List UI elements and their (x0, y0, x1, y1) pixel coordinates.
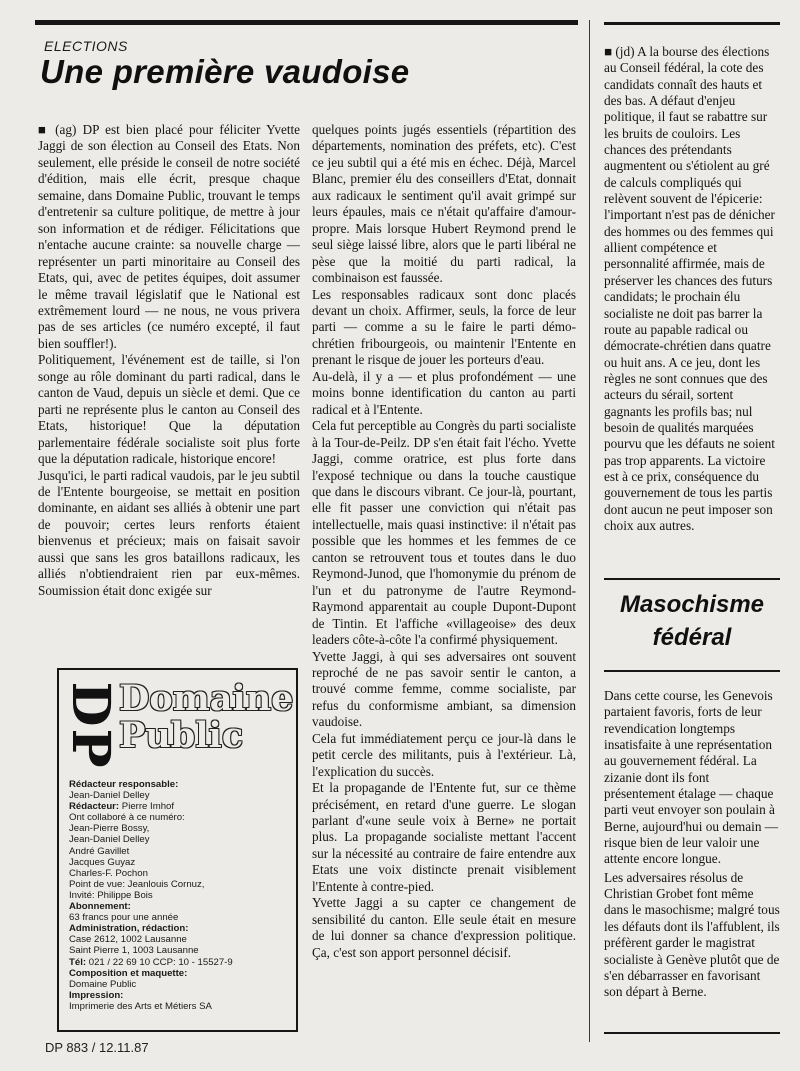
top-rule-sidebar (604, 22, 780, 25)
masthead-box (57, 668, 298, 1032)
section-kicker: ELECTIONS (44, 38, 128, 54)
dp-logo-letter-p: P (60, 728, 122, 768)
top-rule-main (35, 20, 578, 25)
article-paragraph: Politiquement, l'événement est de taille, si l'on songe au rôle dominant du parti radical, dans le canton de Vaud, depuis un siècle et demi. Que ce parti ne représente plus le canton au Conseil des Etats, historique! Que la députation parlementaire fédérale socialiste soit plus forte que la députation radicale, historique encore! (38, 352, 300, 467)
imprint-line: Rédacteur responsable: (69, 779, 179, 790)
sidebar-bottom-rule (604, 1032, 780, 1034)
imprint-line: Jean-Pierre Bossy, (69, 823, 150, 835)
article-paragraph: Yvette Jaggi a su capter ce changement de sensibilité du canton. Elle seule était en mesure de lui donner sa chance d'expression politique. Ça, c'est son apport personnel décisif. (312, 895, 576, 960)
article-paragraph: Au-delà, il y a — et plus profondément — une moins bonne identification du canton au parti radical et à l'Entente. (312, 368, 576, 417)
imprint-line: André Gavillet (69, 845, 130, 857)
dp-logo-word-domaine: Domaine (119, 678, 294, 719)
article-paragraph: ■ (ag) DP est bien placé pour féliciter Yvette Jaggi de son élection au Conseil des Etats. Non seulement, elle préside le conseil de notre société d'édition, mais elle écrit, presque chaque semaine, dans Domaine Public, trouvant le temps d'entretenir sa culture politique, de mettre à jour son information et de rédiger. Félicitations que n'entache aucune crainte: sa nouvelle charge — représenter un parti minoritaire au Conseil des Etats, qui, avec de petites équipes, doit assumer le même travail législatif que le National est extrêmement lourd — ne nous, ne vous privera pas de ses articles (ce numéro excepté, il faut bien souffler!). (38, 122, 300, 351)
imprint-line: Jacques Guyaz (69, 856, 136, 868)
imprint-line: Jean-Daniel Delley (69, 834, 150, 846)
dp-logo (60, 678, 294, 770)
article-headline: Une première vaudoise (40, 53, 410, 90)
sidebar-body (604, 688, 781, 1003)
imprint-line: Saint Pierre 1, 1003 Lausanne (69, 945, 199, 957)
imprint-credits (69, 779, 286, 1012)
dp-logo-letter-d: D (60, 681, 122, 727)
imprint-line: Abonnement: (69, 901, 131, 913)
sidebar-paragraph: Les adversaires résolus de Christian Grobet font même dans le masochisme; malgré tous les défauts dont ils l'affublent, ils préfèrent garder le magistrat socialiste à Genève plutôt que de s'en débarrasser en favorisant son départ à Berne. (604, 869, 780, 1000)
sidebar-heading-top-rule (604, 578, 780, 580)
article-paragraph: Les responsables radicaux sont donc placés devant un choix. Affirmer, seuls, la force de leur parti — comme a su le faire le parti démo-chrétien fribourgeois, ou maintenir l'Entente en prenant le risque de jouer les porteurs d'eau. (312, 286, 576, 368)
article-column-1 (38, 122, 300, 599)
imprint-line: Charles-F. Pochon (69, 867, 148, 879)
sidebar-heading-line2: fédéral (652, 624, 732, 651)
sidebar-paragraph: Dans cette course, les Genevois partaient favoris, forts de leur revendication longtemps insatisfaite à une représentation au gouvernement fédéral. La zizanie dont ils font présentement étalage — chaque parti veut envoyer son poulain à Berne, aujourd'hui ou demain — risque bien de leur valoir une attente encore longue. (604, 688, 779, 867)
article-column-2 (312, 122, 576, 961)
imprint-line: Point de vue: Jeanlouis Cornuz, (69, 878, 205, 890)
sidebar-heading-bottom-rule (604, 670, 780, 672)
article-paragraph: Yvette Jaggi, à qui ses adversaires ont souvent reproché de ne pas savoir sentir le canton, a trouvé comme femme, comme socialiste, par refus du conformisme ambiant, sa dimension vaudoise. (312, 648, 576, 730)
imprint-line: Administration, rédaction: (69, 923, 189, 935)
imprint-line: Ont collaboré à ce numéro: (69, 812, 185, 824)
sidebar-paragraph: ■ (jd) A la bourse des élections au Conseil fédéral, la cote des candidats connaît des hauts et des bas. A défaut d'enjeu politique, il faut se rabattre sur les bruits de couloirs. Les chances des prétendants augmentent ou s'étiolent au gré de calculs compliqués qui relèvent souvent de l'épicerie: l'important n'est pas de dénicher des hommes ou des femmes qui allient compétence et personnalité affirmée, mais de préserver les chances des futurs candidats; le prochain élu socialiste ne doit pas barrer la route au papable radical ou démocrate-chrétien dans quatre ou huit ans. A ce jeu, dont les règles ne sont connues que des acteurs du sérail, sortent gagnants les profils bas; nul besoin de qualités marquées pourvu que les défauts ne soient pas trop apparents. La victoire est à ce prix, conséquence du gouvernement de tous les partis dont aucun ne peut imposer son choix aux autres. (604, 44, 775, 533)
issue-footer: DP 883 / 12.11.87 (45, 1040, 149, 1055)
article-paragraph: Cela fut perceptible au Congrès du parti socialiste à la Tour-de-Peilz. DP s'en était fait l'écho. Yvette Jaggi, comme oratrice, est plus forte dans l'exposé technique ou dans la touche caustique que dans le discours vibrant. Ce jour-là, pourtant, elle fit passer une conviction qui n'était pas intellectuelle, mais quasi instinctive: il n'était pas possible que les hommes et les femmes de ce canton se retrouvent tous et toutes dans le duo Reymond-Junod, que l'homonymie du prénom de l'un et du patronyme de l'autre Reymond-Raymond apparentait au couple Dupont-Dupont de Tintin. Et l'affiche «villageoise» des deux leaders côte-à-côte l'a confirmé physiquement. (312, 418, 576, 648)
article-paragraph: Jusqu'ici, le parti radical vaudois, par le jeu subtil de l'Entente bourgeoise, se mettait en position dominante, en aidant ses alliés à obtenir une part de pouvoir; certes leurs renforts étaient bienvenus et précieux; mais on faisait savoir aussi que sans les gros bataillons radicaux, les alliés n'obtiendraient rien par eux-mêmes. Soumission était donc exigée sur (38, 467, 300, 598)
article-paragraph: Cela fut immédiatement perçu ce jour-là dans le petit cercle des militants, puis à l'extérieur. Là, l'explication du succès. (312, 730, 576, 779)
sidebar-intro (604, 44, 781, 536)
imprint-line: Case 2612, 1002 Lausanne (69, 934, 187, 946)
imprint-line: 63 francs pour une année (69, 912, 179, 924)
imprint-line: Composition et maquette: (69, 967, 188, 979)
imprint-line: Invité: Philippe Bois (69, 889, 153, 901)
imprint-line: Impression: (69, 989, 124, 1001)
sidebar-heading (596, 588, 788, 654)
imprint-line: Imprimerie des Arts et Métiers SA (69, 1000, 212, 1012)
imprint-line: Domaine Public (69, 978, 137, 990)
column-divider-rule (589, 20, 590, 1042)
dp-logo-word-public: Public (119, 715, 244, 756)
imprint-line: Tél: 021 / 22 69 10 CCP: 10 - 15527-9 (69, 956, 233, 968)
dp-logo-wordmark (119, 680, 293, 754)
article-paragraph: Et la propagande de l'Entente fut, sur ce thème précisément, en retard d'une guerre. Le slogan parlant d'«une seule voix à Berne» ne portait plus. La propagande socialiste mettant l'accent sur la nécessité au contraire de faire entendre aux Etats une voix distincte prenait visiblement l'Entente à contre-pied. (312, 780, 576, 894)
dp-logo-letters (60, 681, 122, 770)
imprint-line: Rédacteur: Pierre Imhof (69, 801, 175, 813)
article-paragraph: quelques points jugés essentiels (répartition des départements, nomination des préfets, etc). C'est ce jeu subtil qui a été mis en échec. Déjà, Marcel Blanc, premier élu des conseillers d'Etat, donnait aux radicaux le sentiment qu'il avait grimpé sur leurs épaules, mais ce n'était qu'affaire d'amour-propre. Mais lorsque Hubert Reymond prend le seul siège laissé libre, alors que le parti libéral ne pèse que la moitié du parti radical, la combinaison est faussée. (312, 122, 576, 286)
sidebar-heading-line1: Masochisme (619, 591, 765, 618)
imprint-line: Jean-Daniel Delley (69, 790, 150, 802)
